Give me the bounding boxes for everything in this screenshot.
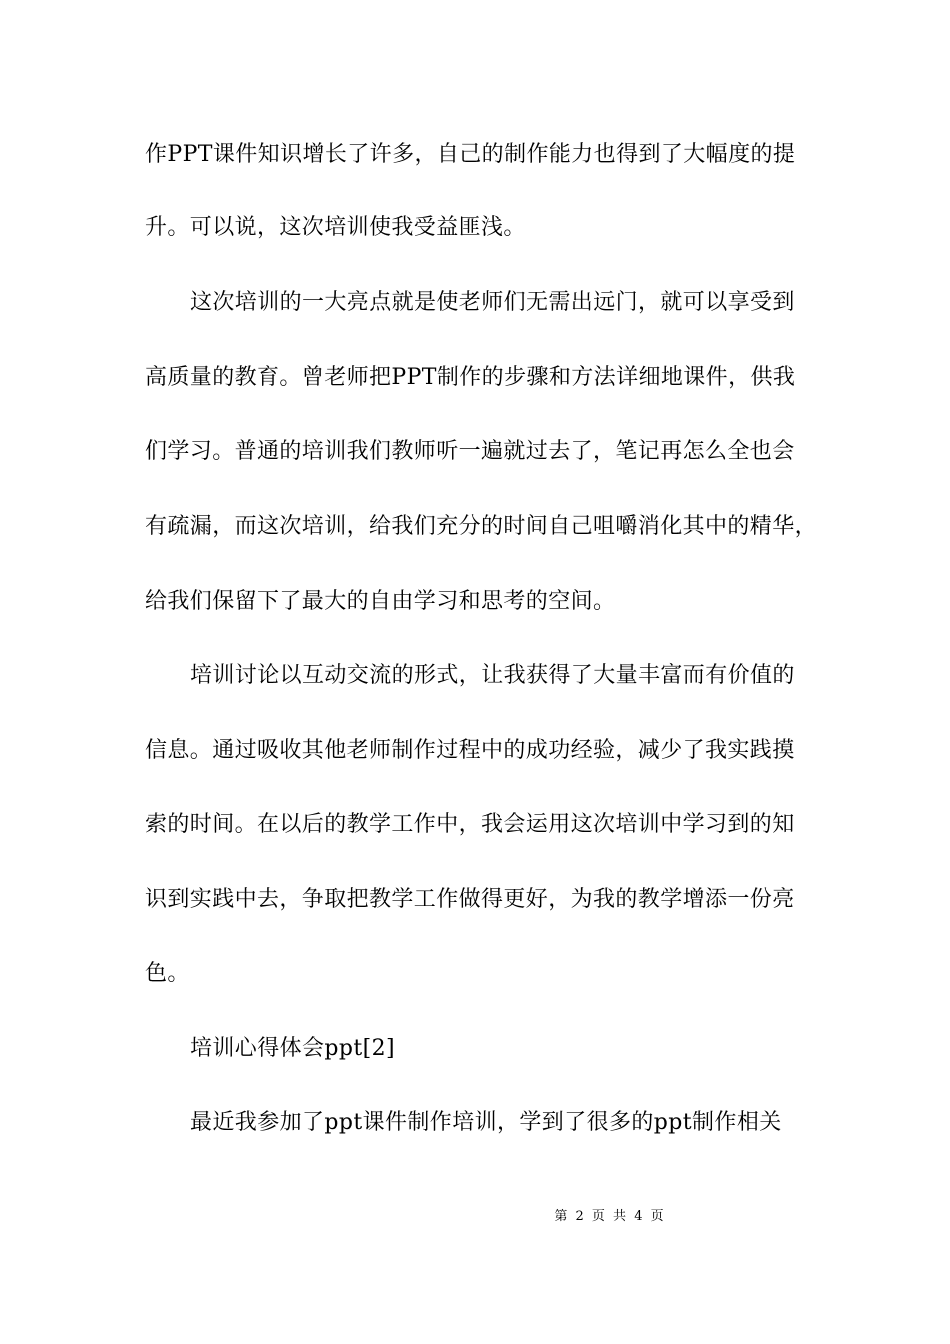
text-line-2: 升。可以说，这次培训使我受益匪浅。	[145, 215, 526, 240]
section-heading: 培训心得体会ppt[2]	[190, 1036, 395, 1061]
page-number: 第 2 页 共 4 页	[554, 1209, 666, 1224]
text-line-3: 这次培训的一大亮点就是使老师们无需出远门，就可以享受到	[190, 290, 795, 315]
text-line-9: 信息。通过吸收其他老师制作过程中的成功经验，减少了我实践摸	[145, 738, 795, 763]
text-line-12: 色。	[145, 961, 190, 986]
text-line-4: 高质量的教育。曾老师把PPT制作的步骤和方法详细地课件，供我	[145, 365, 796, 390]
text-line-8: 培训讨论以互动交流的形式，让我获得了大量丰富而有价值的	[190, 663, 795, 688]
text-line-1: 作PPT课件知识增长了许多，自己的制作能力也得到了大幅度的提	[145, 142, 796, 167]
text-line-11: 识到实践中去，争取把教学工作做得更好，为我的教学增添一份亮	[145, 887, 795, 912]
page-footer	[0, 1208, 950, 1226]
text-line-7: 给我们保留下了最大的自由学习和思考的空间。	[145, 589, 616, 614]
text-line-6: 有疏漏，而这次培训，给我们充分的时间自己咀嚼消化其中的精华，	[145, 514, 818, 539]
text-line-5: 们学习。普通的培训我们教师听一遍就过去了，笔记再怎么全也会	[145, 439, 795, 464]
text-line-14: 最近我参加了ppt课件制作培训，学到了很多的ppt制作相关	[190, 1110, 782, 1135]
text-line-10: 索的时间。在以后的教学工作中，我会运用这次培训中学习到的知	[145, 812, 795, 837]
